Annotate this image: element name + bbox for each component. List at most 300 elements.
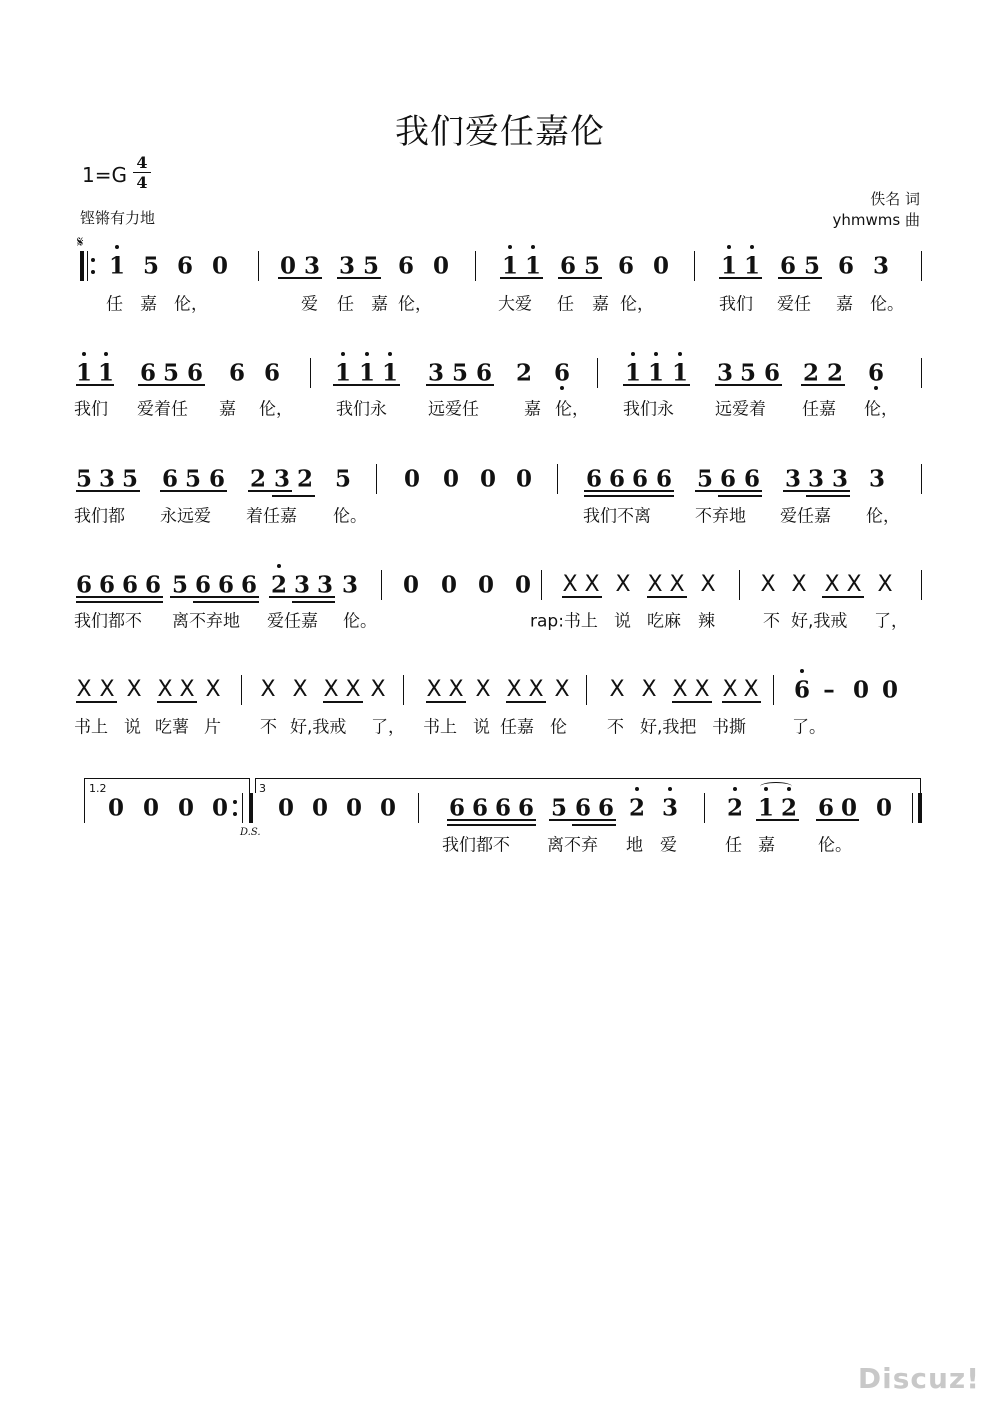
note: X: [791, 572, 807, 597]
lyric: 片: [204, 717, 221, 738]
lyric: 说: [614, 611, 631, 632]
note: 0: [345, 794, 363, 822]
lyric: 我们: [74, 399, 108, 420]
lyric: 我们都不: [74, 611, 142, 632]
repeat-dot: [91, 258, 95, 262]
lyric: rap:书上: [530, 611, 598, 632]
beam-underline: [572, 824, 616, 826]
note: 6: [779, 252, 797, 280]
note: 5: [75, 465, 93, 493]
note: 3: [831, 465, 849, 493]
beam-underline: [778, 277, 822, 279]
lyric: 伦。: [818, 835, 852, 856]
note: 3: [716, 359, 734, 387]
beam-underline: [562, 596, 602, 598]
barline: [694, 251, 695, 281]
note: 5: [334, 465, 352, 493]
barline: [773, 675, 774, 705]
note: 6: [75, 571, 93, 599]
note: 3: [868, 465, 886, 493]
note: X: [609, 677, 625, 702]
octave-dot-high: [508, 245, 512, 249]
note: 0: [477, 571, 495, 599]
beam-underline: [76, 701, 117, 703]
barline: [376, 464, 377, 494]
lyric: 不弃地: [695, 506, 746, 527]
octave-dot-high: [631, 352, 635, 356]
note: 1: [75, 359, 93, 387]
note: 6: [553, 359, 571, 387]
note: 5: [803, 252, 821, 280]
beam-underline: [623, 384, 690, 386]
repeat-end-thin: [242, 793, 243, 823]
lyric: 我们永: [623, 399, 674, 420]
barline: [921, 464, 922, 494]
note: X: [694, 677, 710, 702]
note: 0: [311, 794, 329, 822]
beam-underline: [801, 384, 845, 386]
note: 6: [208, 465, 226, 493]
octave-dot-high: [341, 352, 345, 356]
note: X: [126, 677, 142, 702]
barline: [586, 675, 587, 705]
note: 3: [807, 465, 825, 493]
note: 1: [757, 794, 775, 822]
watermark: Discuz!: [857, 1362, 980, 1395]
lyric: 书上: [423, 717, 457, 738]
note: 0: [440, 571, 458, 599]
note: 6: [471, 794, 489, 822]
note: 3: [273, 465, 291, 493]
beam-underline: [558, 277, 602, 279]
lyric: 任嘉: [802, 399, 836, 420]
barline: [704, 793, 705, 823]
lyric: 伦，: [398, 294, 432, 315]
note: X: [345, 677, 361, 702]
note: 6: [585, 465, 603, 493]
time-signature: [133, 154, 151, 191]
note: 6: [559, 252, 577, 280]
barline: [921, 358, 922, 388]
note: X: [700, 572, 716, 597]
lyric: 我们永: [336, 399, 387, 420]
beam-underline: [447, 824, 536, 826]
note: –: [823, 676, 835, 704]
note: 6: [263, 359, 281, 387]
note: 5: [583, 252, 601, 280]
lyric: 任: [106, 294, 123, 315]
beam-underline: [333, 384, 400, 386]
beam-underline: [506, 701, 546, 703]
lyric: 爱: [660, 835, 677, 856]
note: X: [846, 572, 862, 597]
octave-dot-high: [668, 787, 672, 791]
note: 1: [358, 359, 376, 387]
lyric: 任嘉: [500, 717, 534, 738]
note: X: [647, 572, 663, 597]
octave-dot-high: [727, 245, 731, 249]
note: 5: [171, 571, 189, 599]
lyric: 任: [725, 835, 742, 856]
octave-dot-high: [104, 352, 108, 356]
note: 5: [362, 252, 380, 280]
octave-dot-high: [365, 352, 369, 356]
note: X: [824, 572, 840, 597]
composer-credit: yhmwms 曲: [832, 211, 920, 229]
octave-dot-low: [874, 386, 878, 390]
note: 0: [177, 794, 195, 822]
lyric: 嘉: [524, 399, 541, 420]
lyric: 嘉: [758, 835, 775, 856]
lyric: 永远爱: [160, 506, 211, 527]
note: X: [722, 677, 738, 702]
lyric: 嘉: [371, 294, 388, 315]
final-barline-thick: [918, 793, 922, 823]
note: 6: [240, 571, 258, 599]
note: X: [743, 677, 759, 702]
barline: [557, 464, 558, 494]
repeat-dot: [233, 812, 237, 816]
note: 1: [720, 252, 738, 280]
note: 6: [475, 359, 493, 387]
note: X: [506, 677, 522, 702]
volta-edge: [920, 778, 921, 793]
note: 2: [296, 465, 314, 493]
lyric: 地: [626, 835, 643, 856]
lyric: 任: [337, 294, 354, 315]
beam-underline: [647, 596, 687, 598]
note: 1: [97, 359, 115, 387]
note: 2: [249, 465, 267, 493]
octave-dot-high: [531, 245, 535, 249]
octave-dot-high: [654, 352, 658, 356]
beam-underline: [719, 277, 762, 279]
octave-dot-high: [750, 245, 754, 249]
lyric: 爱任嘉: [780, 506, 831, 527]
beam-underline: [695, 490, 762, 492]
note: X: [157, 677, 173, 702]
beam-underline: [816, 819, 859, 821]
barline: [597, 358, 598, 388]
lyric: 书上: [74, 717, 108, 738]
lyric: 好,我戒: [290, 717, 347, 738]
lyric: 伦。: [870, 294, 904, 315]
lyric: 离不弃: [547, 835, 598, 856]
octave-dot-high: [678, 352, 682, 356]
volta-bracket-2: [255, 778, 920, 779]
note: X: [760, 572, 776, 597]
beam-underline: [584, 490, 674, 492]
final-barline-thin: [912, 793, 913, 823]
note: 1: [381, 359, 399, 387]
lyric: 伦，: [866, 506, 900, 527]
lyric: 不: [763, 611, 780, 632]
lyric: 伦，: [259, 399, 293, 420]
volta-edge: [249, 778, 250, 793]
beam-underline: [193, 601, 259, 603]
lyric: 爱任嘉: [267, 611, 318, 632]
beam-underline: [248, 490, 292, 492]
beam-underline: [76, 490, 140, 492]
note: 5: [451, 359, 469, 387]
lyric: 我们都不: [442, 835, 510, 856]
note: 0: [514, 571, 532, 599]
lyricist-credit: 佚名 词: [870, 190, 920, 208]
lyric: 伦: [550, 717, 567, 738]
lyric: 嘉: [219, 399, 236, 420]
note: X: [672, 677, 688, 702]
note: 1: [501, 252, 519, 280]
beam-underline: [138, 384, 205, 386]
beam-underline: [672, 701, 712, 703]
lyric: 说: [124, 717, 141, 738]
lyric: 好,我戒: [791, 611, 848, 632]
segno-icon: 𝄋: [77, 233, 84, 251]
lyric: 远爱着: [715, 399, 766, 420]
beam-underline: [549, 819, 616, 821]
note: 5: [121, 465, 139, 493]
barline: [258, 251, 259, 281]
time-signature-bottom: 4: [136, 173, 148, 192]
lyric: 爱着任: [137, 399, 188, 420]
note: 5: [739, 359, 757, 387]
beam-underline: [722, 701, 761, 703]
note: 3: [338, 252, 356, 280]
lyric: 我们: [719, 294, 753, 315]
beam-underline: [426, 701, 466, 703]
lyric: 大爱: [498, 294, 532, 315]
note: 6: [176, 252, 194, 280]
note: 3: [661, 794, 679, 822]
lyric: 了，: [874, 611, 908, 632]
beam-underline: [715, 384, 782, 386]
octave-dot-high: [388, 352, 392, 356]
lyric: 着任嘉: [246, 506, 297, 527]
beam-underline: [447, 819, 536, 821]
beam-underline: [806, 495, 850, 497]
lyric: 不: [607, 717, 624, 738]
lyric: 我们都: [74, 506, 125, 527]
barline: [241, 675, 242, 705]
lyric: 任: [557, 294, 574, 315]
repeat-start-thick: [80, 251, 84, 281]
note: 1: [108, 252, 126, 280]
lyric: 伦。: [343, 611, 377, 632]
note: 6: [139, 359, 157, 387]
note: 6: [448, 794, 466, 822]
beam-underline: [822, 596, 864, 598]
beam-underline: [426, 384, 494, 386]
beam-underline: [337, 277, 381, 279]
octave-dot-low: [560, 386, 564, 390]
note: 2: [802, 359, 820, 387]
note: X: [260, 677, 276, 702]
note: 6: [494, 794, 512, 822]
lyric: 辣: [698, 611, 715, 632]
note: X: [323, 677, 339, 702]
lyric: 嘉: [836, 294, 853, 315]
barline: [921, 570, 922, 600]
octave-dot-high: [635, 787, 639, 791]
note: 0: [379, 794, 397, 822]
note: X: [179, 677, 195, 702]
beam-underline: [500, 277, 543, 279]
note: 6: [144, 571, 162, 599]
note: X: [205, 677, 221, 702]
repeat-dot: [233, 800, 237, 804]
beam-underline: [76, 384, 114, 386]
note: 6: [517, 794, 535, 822]
volta-edge: [255, 778, 256, 793]
beam-underline: [272, 495, 315, 497]
lyric: 嘉: [140, 294, 157, 315]
note: 3: [784, 465, 802, 493]
note: 0: [652, 252, 670, 280]
barline: [739, 570, 740, 600]
note: 0: [142, 794, 160, 822]
repeat-dot: [91, 270, 95, 274]
barline: [418, 793, 419, 823]
octave-dot-high: [733, 787, 737, 791]
lyric: 爱任: [777, 294, 811, 315]
beam-underline: [76, 601, 163, 603]
note: 0: [402, 571, 420, 599]
note: 2: [515, 359, 533, 387]
lyric: 爱: [301, 294, 318, 315]
lyric: 了。: [792, 717, 826, 738]
note: 3: [427, 359, 445, 387]
repeat-end-thick: [249, 793, 253, 823]
note: 6: [867, 359, 885, 387]
note: 6: [655, 465, 673, 493]
note: 6: [228, 359, 246, 387]
note: 1: [334, 359, 352, 387]
note: 6: [574, 794, 592, 822]
note: 0: [852, 676, 870, 704]
note: 2: [270, 571, 288, 599]
note: X: [370, 677, 386, 702]
note: 1: [624, 359, 642, 387]
note: 6: [608, 465, 626, 493]
lyric: 说: [473, 717, 490, 738]
note: 0: [881, 676, 899, 704]
note: 0: [515, 465, 533, 493]
octave-dot-high: [115, 245, 119, 249]
note: 0: [875, 794, 893, 822]
note: 6: [597, 794, 615, 822]
note: 6: [817, 794, 835, 822]
lyric: 远爱任: [428, 399, 479, 420]
beam-underline: [718, 495, 762, 497]
note: 0: [840, 794, 858, 822]
lyric: 吃麻: [647, 611, 681, 632]
beam-underline: [584, 495, 674, 497]
octave-dot-high: [277, 564, 281, 568]
note: 0: [211, 794, 229, 822]
lyric: 不: [260, 717, 277, 738]
barline: [381, 570, 382, 600]
note: 6: [837, 252, 855, 280]
note: 0: [107, 794, 125, 822]
note: 0: [442, 465, 460, 493]
beam-underline: [76, 596, 163, 598]
note: X: [528, 677, 544, 702]
lyric: 了，: [371, 717, 405, 738]
tie-arc: [760, 782, 792, 791]
note: 6: [397, 252, 415, 280]
volta-edge: [84, 778, 85, 793]
note: 6: [161, 465, 179, 493]
ds-marking: D.S.: [240, 827, 261, 838]
note: 6: [631, 465, 649, 493]
lyric: 伦，: [864, 399, 898, 420]
note: X: [641, 677, 657, 702]
note: 5: [142, 252, 160, 280]
note: 3: [316, 571, 334, 599]
page-title: 我们爱任嘉伦: [395, 112, 605, 152]
lyric: 离不弃地: [172, 611, 240, 632]
beam-underline: [170, 596, 259, 598]
volta-label-1: 1.2: [89, 782, 107, 795]
note: X: [99, 677, 115, 702]
note: 3: [303, 252, 321, 280]
note: 1: [743, 252, 761, 280]
note: 3: [98, 465, 116, 493]
note: X: [584, 572, 600, 597]
note: 3: [872, 252, 890, 280]
note: 0: [479, 465, 497, 493]
lyric: 伦，: [555, 399, 589, 420]
note: 6: [617, 252, 635, 280]
note: 3: [341, 571, 359, 599]
note: 6: [743, 465, 761, 493]
lyric: 书撕: [712, 717, 746, 738]
beam-underline: [160, 490, 227, 492]
note: 6: [98, 571, 116, 599]
note: 6: [763, 359, 781, 387]
volta-bracket-1: [84, 778, 249, 789]
note: 6: [719, 465, 737, 493]
barline: [403, 675, 404, 705]
note: X: [877, 572, 893, 597]
note: 2: [726, 794, 744, 822]
note: 1: [524, 252, 542, 280]
tempo-marking: 铿锵有力地: [80, 209, 156, 227]
note: 6: [121, 571, 139, 599]
note: X: [475, 677, 491, 702]
beam-underline: [278, 277, 322, 279]
note: 2: [826, 359, 844, 387]
note: 6: [793, 676, 811, 704]
beam-underline: [323, 701, 363, 703]
barline: [475, 251, 476, 281]
repeat-start-thin: [87, 251, 88, 281]
note: 5: [162, 359, 180, 387]
key-signature: 1=G: [82, 163, 127, 187]
note: X: [554, 677, 570, 702]
octave-dot-high: [800, 669, 804, 673]
lyric: 伦，: [174, 294, 208, 315]
note: X: [292, 677, 308, 702]
volta-label-2: 3: [259, 782, 266, 795]
beam-underline: [269, 596, 335, 598]
lyric: 伦。: [333, 506, 367, 527]
note: 2: [780, 794, 798, 822]
lyric: 伦，: [620, 294, 654, 315]
note: X: [76, 677, 92, 702]
note: 3: [293, 571, 311, 599]
row-start-barline: [84, 793, 85, 823]
